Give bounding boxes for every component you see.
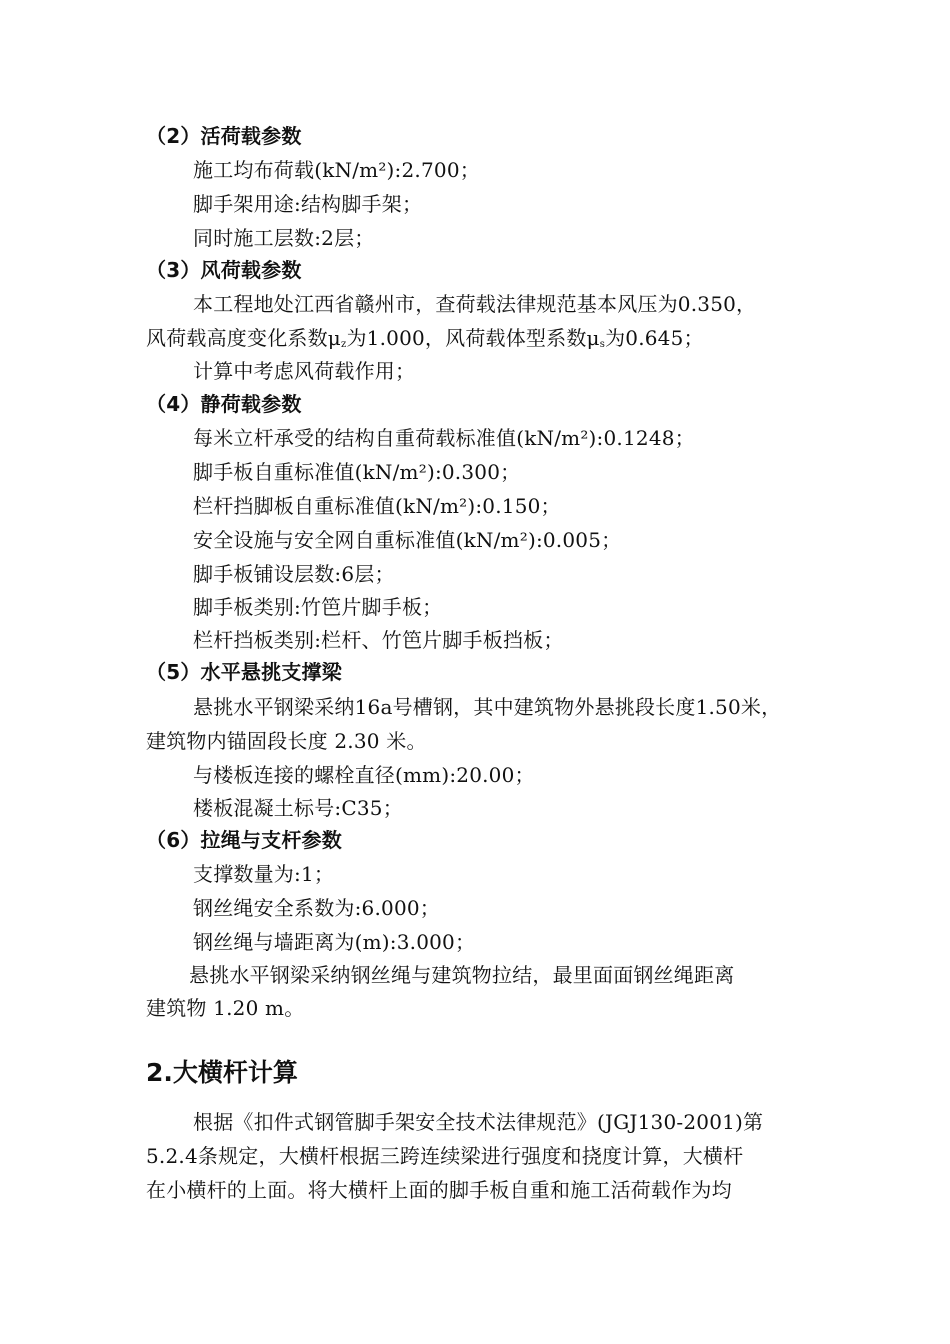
section-title-big-crossbar: 2.大横杆计算 [146, 1058, 298, 1087]
cantilever-beam-line: 悬挑水平钢梁采纳16a号槽钢，其中建筑物外悬挑段长度1.50米， [193, 695, 782, 719]
wind-load-line [146, 326, 704, 350]
rope-strut-line: 悬挑水平钢梁采纳钢丝绳与建筑物拉结，最里面面钢丝绳距离 [189, 963, 735, 987]
wind-load-line: 本工程地处江西省赣州市，查荷载法律规范基本风压为0.350， [193, 292, 757, 316]
rope-strut-line: 支撑数量为:1； [193, 862, 335, 886]
wind-load-text: 为1.000，风荷载体型系数μ [346, 326, 600, 350]
section-heading-live-load: （2）活荷载参数 [146, 124, 302, 148]
big-crossbar-paragraph-line: 根据《扣件式钢管脚手架安全技术法律规范》(JGJ130-2001)第 [193, 1110, 764, 1134]
section-heading-static-load: （4）静荷载参数 [146, 392, 302, 416]
live-load-line: 施工均布荷载(kN/m²):2.700； [193, 158, 480, 182]
cantilever-beam-line: 建筑物内锚固段长度 2.30 米。 [146, 729, 427, 753]
mu-z-subscript: z [341, 339, 347, 350]
big-crossbar-paragraph-line: 5.2.4条规定，大横杆根据三跨连续梁进行强度和挠度计算，大横杆 [146, 1144, 744, 1168]
live-load-line: 同时施工层数:2层； [193, 226, 375, 250]
wind-load-text: 为0.645； [605, 326, 704, 350]
live-load-line: 脚手架用途:结构脚手架； [193, 192, 423, 216]
cantilever-beam-line: 与楼板连接的螺栓直径(mm):20.00； [193, 763, 535, 787]
mu-s-subscript: s [599, 339, 606, 350]
section-heading-cantilever-beam: （5）水平悬挑支撑梁 [146, 660, 342, 684]
static-load-line: 脚手板铺设层数:6层； [193, 562, 395, 586]
wind-load-line: 计算中考虑风荷载作用； [193, 359, 416, 383]
rope-strut-line: 建筑物 1.20 m。 [146, 996, 305, 1020]
section-heading-wind-load: （3）风荷载参数 [146, 258, 302, 282]
static-load-line: 栏杆挡脚板自重标准值(kN/m²):0.150； [193, 494, 561, 518]
rope-strut-line: 钢丝绳安全系数为:6.000； [193, 896, 440, 920]
wind-load-text: 风荷载高度变化系数μ [146, 326, 341, 350]
static-load-line: 每米立杆承受的结构自重荷载标准值(kN/m²):0.1248； [193, 426, 695, 450]
static-load-line: 脚手板自重标准值(kN/m²):0.300； [193, 460, 521, 484]
cantilever-beam-line: 楼板混凝土标号:C35； [193, 796, 403, 820]
static-load-line: 脚手板类别:竹笆片脚手板； [193, 595, 443, 619]
static-load-line: 栏杆挡板类别:栏杆、竹笆片脚手板挡板； [193, 628, 564, 652]
static-load-line: 安全设施与安全网自重标准值(kN/m²):0.005； [193, 528, 622, 552]
big-crossbar-paragraph-line: 在小横杆的上面。将大横杆上面的脚手板自重和施工活荷载作为均 [146, 1178, 732, 1202]
rope-strut-line: 钢丝绳与墙距离为(m):3.000； [193, 930, 476, 954]
section-heading-rope-strut: （6）拉绳与支杆参数 [146, 828, 342, 852]
